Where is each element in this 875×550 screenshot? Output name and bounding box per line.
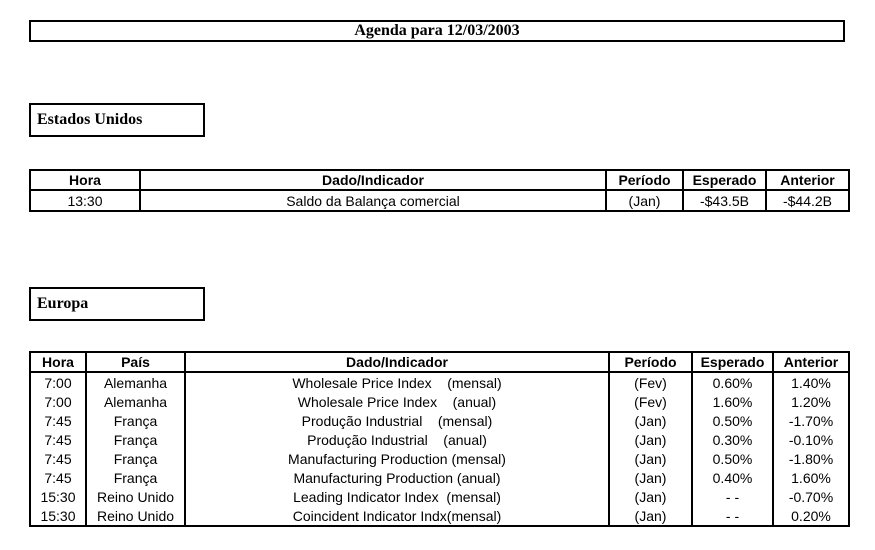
cell-previous: 0.20%: [773, 506, 849, 526]
page-title: [29, 20, 845, 42]
cell-expected: - -: [692, 506, 773, 526]
cell-expected: 0.30%: [692, 430, 773, 449]
section-title-europe-text: Europa: [37, 295, 89, 312]
table-row: [30, 392, 849, 411]
cell-country: Alemanha: [86, 372, 185, 392]
us-header-indicator: Dado/Indicador: [140, 170, 606, 190]
cell-hora: 7:00: [30, 392, 86, 411]
cell-previous: -0.10%: [773, 430, 849, 449]
eu-header-country: País: [86, 352, 185, 372]
us-header-previous: Anterior: [766, 170, 849, 190]
cell-indicator: Saldo da Balança comercial: [140, 190, 606, 211]
cell-country: Alemanha: [86, 392, 185, 411]
us-table: [29, 169, 850, 212]
cell-country: França: [86, 430, 185, 449]
us-header-expected: Esperado: [683, 170, 766, 190]
europe-table-header-row: [30, 352, 849, 372]
section-title-us: [29, 103, 205, 137]
cell-hora: 15:30: [30, 487, 86, 506]
cell-country: Reino Unido: [86, 487, 185, 506]
cell-period: (Jan): [609, 487, 692, 506]
cell-expected: 0.50%: [692, 411, 773, 430]
page-title-text: Agenda para 12/03/2003: [354, 22, 520, 39]
cell-hora: 7:00: [30, 372, 86, 392]
cell-period: (Jan): [606, 190, 683, 211]
eu-header-period: Período: [609, 352, 692, 372]
table-row: [30, 487, 849, 506]
cell-indicator: Produção Industrial (mensal): [185, 411, 609, 430]
cell-indicator: Coincident Indicator Indx(mensal): [185, 506, 609, 526]
cell-expected: 0.60%: [692, 372, 773, 392]
cell-country: Reino Unido: [86, 506, 185, 526]
cell-hora: 13:30: [30, 190, 140, 211]
cell-expected: 0.40%: [692, 468, 773, 487]
cell-country: França: [86, 411, 185, 430]
table-row: [30, 372, 849, 392]
cell-indicator: Wholesale Price Index (mensal): [185, 372, 609, 392]
cell-period: (Jan): [609, 506, 692, 526]
cell-previous: -1.70%: [773, 411, 849, 430]
cell-period: (Fev): [609, 372, 692, 392]
table-row: [30, 449, 849, 468]
us-table-header-row: [30, 170, 849, 190]
cell-country: França: [86, 468, 185, 487]
table-row: [30, 190, 849, 211]
table-row: [30, 430, 849, 449]
cell-country: França: [86, 449, 185, 468]
cell-previous: -1.80%: [773, 449, 849, 468]
us-header-hora: Hora: [30, 170, 140, 190]
cell-indicator: Manufacturing Production (mensal): [185, 449, 609, 468]
cell-hora: 7:45: [30, 468, 86, 487]
cell-expected: - -: [692, 487, 773, 506]
cell-period: (Jan): [609, 468, 692, 487]
cell-hora: 15:30: [30, 506, 86, 526]
cell-period: (Jan): [609, 411, 692, 430]
cell-previous: -0.70%: [773, 487, 849, 506]
cell-previous: 1.40%: [773, 372, 849, 392]
cell-indicator: Produção Industrial (anual): [185, 430, 609, 449]
cell-indicator: Manufacturing Production (anual): [185, 468, 609, 487]
cell-indicator: Leading Indicator Index (mensal): [185, 487, 609, 506]
cell-previous: -$44.2B: [766, 190, 849, 211]
cell-hora: 7:45: [30, 411, 86, 430]
europe-table: [29, 351, 850, 527]
eu-header-expected: Esperado: [692, 352, 773, 372]
table-row: [30, 411, 849, 430]
cell-expected: -$43.5B: [683, 190, 766, 211]
eu-header-indicator: Dado/Indicador: [185, 352, 609, 372]
cell-period: (Jan): [609, 430, 692, 449]
section-title-europe: [29, 287, 205, 321]
cell-indicator: Wholesale Price Index (anual): [185, 392, 609, 411]
eu-header-hora: Hora: [30, 352, 86, 372]
table-row: [30, 468, 849, 487]
section-title-us-text: Estados Unidos: [37, 111, 143, 128]
cell-hora: 7:45: [30, 430, 86, 449]
cell-hora: 7:45: [30, 449, 86, 468]
us-header-period: Período: [606, 170, 683, 190]
cell-expected: 0.50%: [692, 449, 773, 468]
cell-period: (Fev): [609, 392, 692, 411]
cell-expected: 1.60%: [692, 392, 773, 411]
eu-header-previous: Anterior: [773, 352, 849, 372]
cell-previous: 1.20%: [773, 392, 849, 411]
cell-previous: 1.60%: [773, 468, 849, 487]
table-row: [30, 506, 849, 526]
cell-period: (Jan): [609, 449, 692, 468]
